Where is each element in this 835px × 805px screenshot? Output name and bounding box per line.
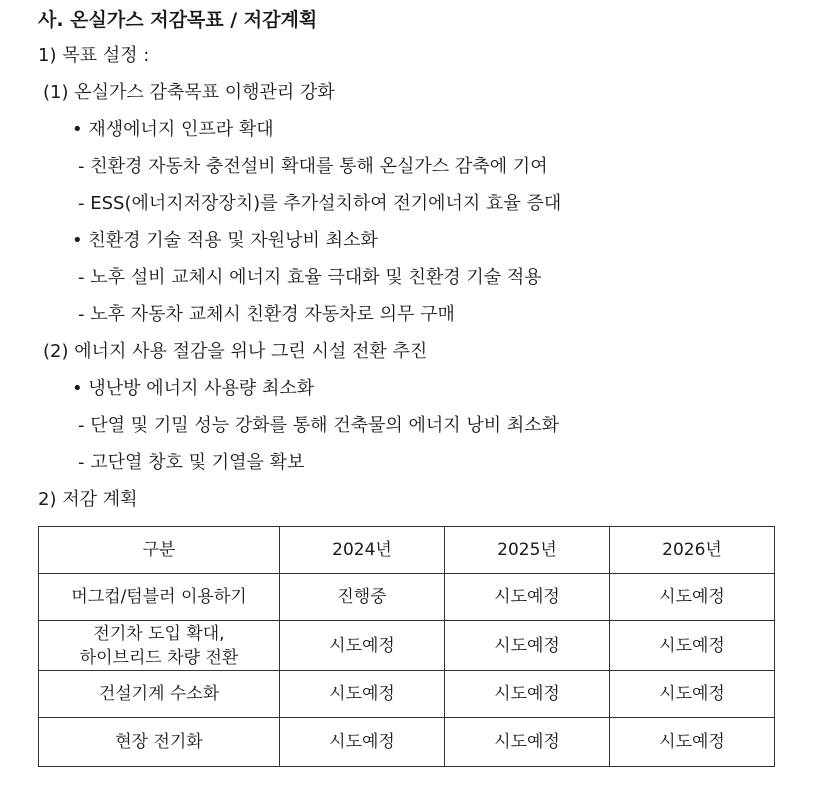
cell-2026: 시도예정: [610, 574, 775, 621]
header-2026: 2026년: [610, 527, 775, 574]
cell-2025: 시도예정: [445, 621, 610, 671]
table-row: [39, 621, 775, 671]
row-label: [39, 574, 280, 621]
goal2-heading: (2) 에너지 사용 절감을 위나 그린 시설 전환 추진: [43, 341, 428, 362]
cell-2026: 시도예정: [610, 718, 775, 767]
table-row: [39, 574, 775, 621]
section-title: 사. 온실가스 저감목표 / 저감계획: [38, 9, 318, 31]
goal1-item3: - 노후 설비 교체시 에너지 효율 극대화 및 친환경 기술 적용: [78, 267, 542, 288]
row-label-text: 전기차 도입 확대,: [93, 623, 225, 644]
cell-2025: 시도예정: [445, 671, 610, 718]
goal1-bullet1: • 재생에너지 인프라 확대: [72, 119, 274, 140]
goal1-item1: - 친환경 자동차 충전설비 확대를 통해 온실가스 감축에 기여: [78, 156, 548, 177]
cell-2026: 시도예정: [610, 621, 775, 671]
goal1-bullet2: • 친환경 기술 적용 및 자원낭비 최소화: [72, 230, 378, 251]
goal1-heading: (1) 온실가스 감축목표 이행관리 강화: [43, 82, 335, 103]
row-label-text: 현장 전기화: [115, 732, 203, 752]
cell-2024: 시도예정: [280, 621, 445, 671]
reduction-plan-table: [38, 526, 775, 767]
table-row: [39, 671, 775, 718]
plan-heading: 2) 저감 계획: [38, 489, 138, 510]
cell-2024: 진행중: [280, 574, 445, 621]
cell-2025: 시도예정: [445, 718, 610, 767]
goal1-item2: - ESS(에너지저장장치)를 추가설치하여 전기에너지 효율 증대: [78, 193, 562, 214]
row-label-text: 하이브리드 차량 전환: [79, 647, 239, 668]
row-label-text: 머그컵/텀블러 이용하기: [71, 587, 247, 607]
goal2-item1: - 단열 및 기밀 성능 강화를 통해 건축물의 에너지 낭비 최소화: [78, 415, 560, 436]
header-category: 구분: [39, 527, 280, 574]
cell-2024: 시도예정: [280, 718, 445, 767]
table-header-row: [39, 527, 775, 574]
goal1-item4: - 노후 자동차 교체시 친환경 자동차로 의무 구매: [78, 304, 455, 325]
row-label: [39, 621, 280, 671]
goal-heading: 1) 목표 설정 :: [38, 45, 150, 66]
cell-2025: 시도예정: [445, 574, 610, 621]
cell-2024: 시도예정: [280, 671, 445, 718]
row-label: [39, 671, 280, 718]
cell-2026: 시도예정: [610, 671, 775, 718]
header-2024: 2024년: [280, 527, 445, 574]
row-label-text: 건설기계 수소화: [98, 684, 220, 704]
header-2025: 2025년: [445, 527, 610, 574]
goal2-bullet1: • 냉난방 에너지 사용량 최소화: [72, 378, 315, 399]
row-label: [39, 718, 280, 767]
goal2-item2: - 고단열 창호 및 기열을 확보: [78, 452, 305, 473]
table-row: [39, 718, 775, 767]
